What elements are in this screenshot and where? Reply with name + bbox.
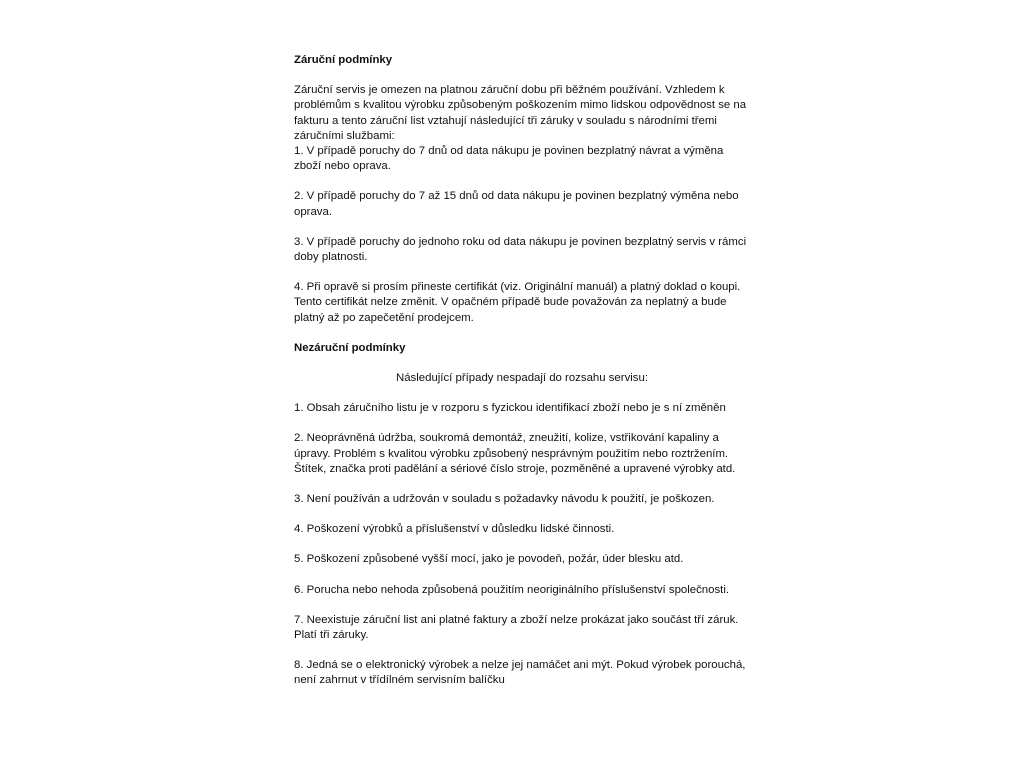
non-warranty-item-5: 5. Poškození způsobené vyšší mocí, jako je povodeň, požár, úder blesku atd. bbox=[294, 553, 684, 566]
non-warranty-item-7: 7. Neexistuje záruční list ani platné faktury a zboží nelze prokázat jako součást tří záruk. Platí tři záruky. bbox=[294, 613, 739, 642]
warranty-heading: Záruční podmínky bbox=[294, 54, 393, 66]
non-warranty-subtitle: Následující případy nespadají do rozsahu servisu: bbox=[395, 372, 648, 385]
warranty-item-4: 4. Při opravě si prosím přineste certifikát (viz. Originální manuál) a platný doklad o koupi. Tento certifikát nelze změnit. V opačném případě bude považován za neplatný a bude platný až po zapečetění prodejcem. bbox=[294, 281, 741, 324]
warranty-item-2: 2. V případě poruchy do 7 až 15 dnů od data nákupu je povinen bezplatný výměna nebo oprava. bbox=[294, 190, 739, 218]
warranty-item-1: 1. V případě poruchy do 7 dnů od data nákupu je povinen bezplatný návrat a výměna zboží nebo oprava. bbox=[294, 145, 724, 173]
non-warranty-heading: Nezáruční podmínky bbox=[294, 341, 406, 354]
non-warranty-item-6: 6. Porucha nebo nehoda způsobená použitím neoriginálního příslušenství společnosti. bbox=[294, 583, 730, 596]
non-warranty-item-1: 1. Obsah záručního listu je v rozporu s fyzickou identifikací zboží nebo je s ní změněn bbox=[294, 402, 726, 415]
non-warranty-item-8: 8. Jedná se o elektronický výrobek a nelze jej namáčet ani mýt. Pokud výrobek porouchá, není zahrnut v třídílném servisním balíčku bbox=[294, 659, 746, 687]
warranty-intro: Záruční servis je omezen na platnou záruční dobu při běžném používání. Vzhledem k problémům s kvalitou výrobku způsobeným poškozením mimo lidskou odpovědnost se na fakturu a tento záruční list vztahují následující tři záruky v souladu s národními třemi záručními službami: bbox=[294, 84, 747, 142]
warranty-item-3: 3. V případě poruchy do jednoho roku od data nákupu je povinen bezplatný servis v rámci doby platnosti. bbox=[294, 235, 747, 264]
non-warranty-item-4: 4. Poškození výrobků a příslušenství v důsledku lidské činnosti. bbox=[294, 523, 615, 536]
non-warranty-item-3: 3. Není používán a udržován v souladu s požadavky návodu k použití, je poškozen. bbox=[294, 493, 715, 506]
document-body bbox=[294, 53, 750, 689]
non-warranty-item-2: 2. Neoprávněná údržba, soukromá demontáž, zneužití, kolize, vstřikování kapaliny a úpravy. Problém s kvalitou výrobku způsobený nesprávným použitím nebo roztržením. Štítek, značka proti padělání a sériové číslo stroje, pozměněné a upravené výrobky atd. bbox=[294, 432, 736, 475]
